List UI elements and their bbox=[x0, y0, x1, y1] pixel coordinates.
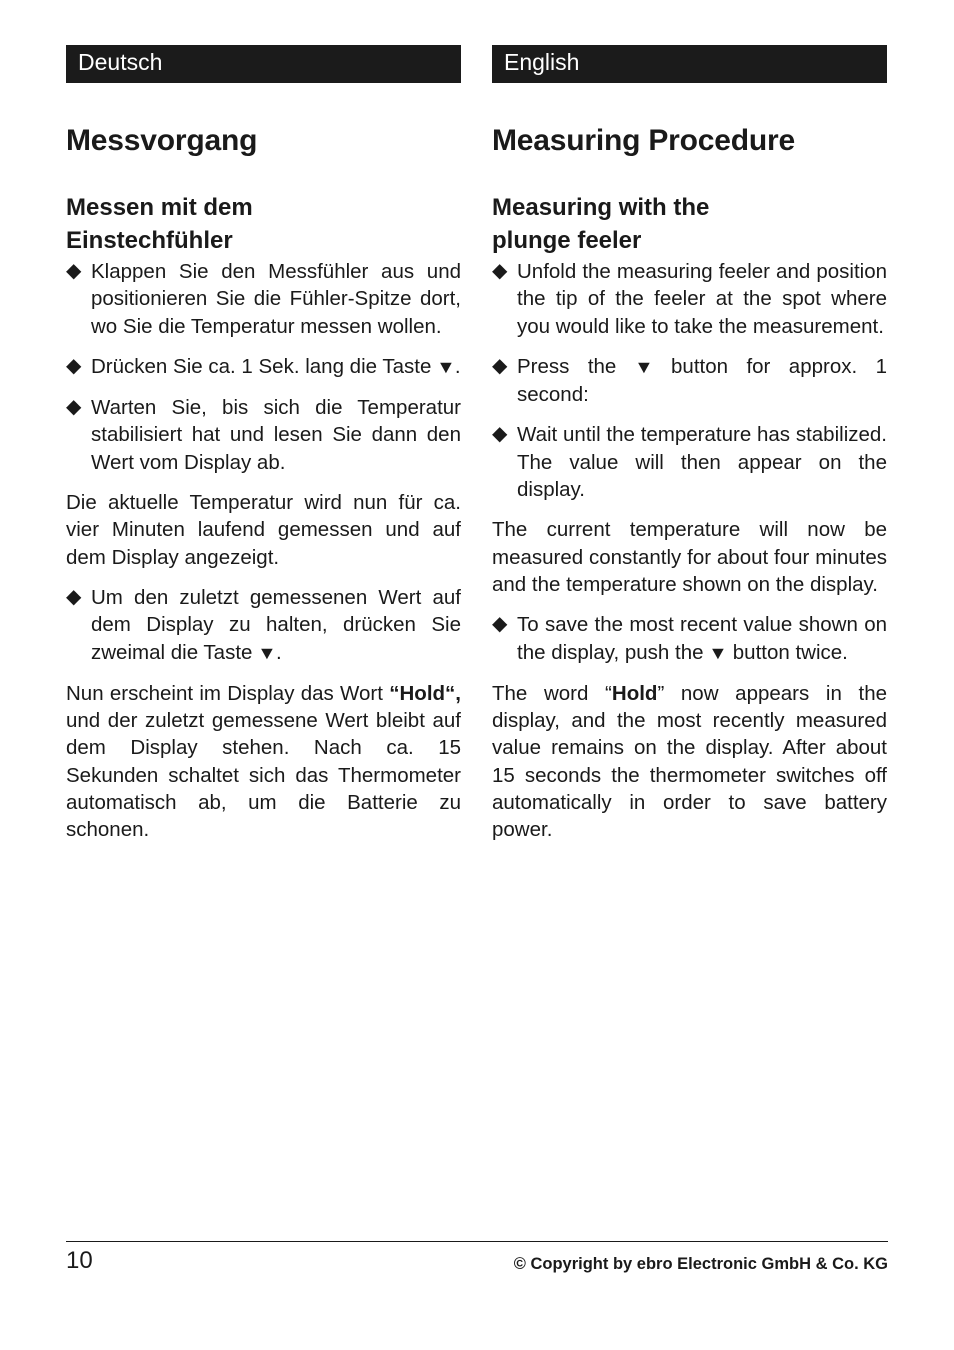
paragraph: Die aktuelle Temperatur wird nun für ca. vier Minuten laufend gemessen und auf dem Display angezeigt. bbox=[66, 491, 461, 569]
step-text-end: button for approx. 1 second: bbox=[517, 354, 887, 407]
step-text: Warten Sie, bis sich die Temperatur stabilisiert hat und lesen Sie dann den Wert vom Display ab. bbox=[91, 396, 461, 474]
down-triangle-button-icon: ▼ bbox=[633, 356, 654, 377]
column-english bbox=[492, 45, 887, 844]
step-text: Um den zuletzt gemessenen Wert auf dem Display zu halten, drücken Sie zweimal die Taste bbox=[91, 585, 461, 664]
step-text: To save the most recent value shown on the display, push the bbox=[517, 613, 887, 664]
step-text: Wait until the temperature has stabilized. The value will then appear on the display. bbox=[517, 423, 887, 502]
step-item bbox=[66, 394, 461, 476]
diamond-bullet-icon: ◆ bbox=[66, 354, 82, 377]
paragraph-text: und der zuletzt gemessene Wert bleibt auf dem Display stehen. Nach ca. 15 Sekunden schaltet sich das Thermometer automatisch ab, um die Batterie zu schonen. bbox=[66, 709, 461, 842]
down-triangle-button-icon: ▼ bbox=[436, 356, 456, 377]
page-title-deutsch: Messvorgang bbox=[66, 124, 258, 157]
diamond-bullet-icon: ◆ bbox=[66, 260, 82, 282]
diamond-bullet-icon: ◆ bbox=[66, 396, 82, 419]
step-item bbox=[492, 611, 887, 667]
section-heading-english bbox=[492, 191, 887, 257]
step-item bbox=[492, 258, 887, 340]
paragraph-text: The word “ bbox=[492, 681, 612, 705]
step-item bbox=[492, 421, 887, 503]
section-heading-line1: Messen mit dem bbox=[66, 194, 253, 221]
language-header-english: English bbox=[492, 45, 887, 83]
step-text: Klappen Sie den Messfühler aus und positionieren Sie die Fühler-Spitze dort, wo Sie die Temperatur messen wollen. bbox=[91, 260, 461, 338]
paragraph bbox=[492, 680, 887, 844]
diamond-bullet-icon: ◆ bbox=[492, 613, 508, 636]
step-text: Press the bbox=[517, 354, 617, 378]
page-title-english: Measuring Procedure bbox=[492, 124, 795, 157]
paragraph-text: ” now appears in the display, and the most recently measured value remains on the display. After about 15 seconds the thermometer switches off automatically in order to save battery power. bbox=[492, 681, 887, 842]
column-deutsch bbox=[66, 45, 461, 844]
step-item bbox=[66, 353, 461, 381]
hold-word: Hold bbox=[611, 681, 658, 705]
diamond-bullet-icon: ◆ bbox=[492, 260, 508, 282]
step-text: Drücken Sie ca. 1 Sek. lang die Taste bbox=[91, 354, 432, 378]
paragraph bbox=[66, 680, 461, 844]
step-text-end: button twice. bbox=[732, 640, 848, 664]
section-heading-line1: Measuring with the bbox=[492, 194, 710, 221]
section-heading-line2: plunge feeler bbox=[492, 227, 642, 254]
step-text: Unfold the measuring feeler and position the tip of the feeler at the spot where you would like to take the measurement. bbox=[517, 260, 887, 338]
step-item bbox=[66, 258, 461, 340]
paragraph-text: Nun erscheint im Display das Wort bbox=[66, 681, 383, 705]
page-footer bbox=[66, 1241, 888, 1274]
diamond-bullet-icon: ◆ bbox=[66, 585, 82, 608]
page-number: 10 bbox=[66, 1247, 93, 1274]
step-text-end: . bbox=[275, 640, 282, 664]
hold-word: “Hold“, bbox=[389, 681, 461, 705]
step-item bbox=[492, 353, 887, 409]
section-heading-deutsch bbox=[66, 191, 461, 257]
diamond-bullet-icon: ◆ bbox=[492, 423, 508, 446]
language-header-deutsch: Deutsch bbox=[66, 45, 461, 83]
paragraph: The current temperature will now be measured constantly for about four minutes and the temperature shown on the display. bbox=[492, 518, 887, 596]
section-heading-line2: Einstechfühler bbox=[66, 227, 233, 254]
step-item bbox=[66, 584, 461, 667]
down-triangle-button-icon: ▼ bbox=[708, 642, 728, 663]
down-triangle-button-icon: ▼ bbox=[257, 642, 277, 663]
diamond-bullet-icon: ◆ bbox=[492, 354, 508, 377]
copyright-notice: © Copyright by ebro Electronic GmbH & Co. KG bbox=[513, 1255, 888, 1273]
step-text-end: . bbox=[454, 354, 461, 378]
